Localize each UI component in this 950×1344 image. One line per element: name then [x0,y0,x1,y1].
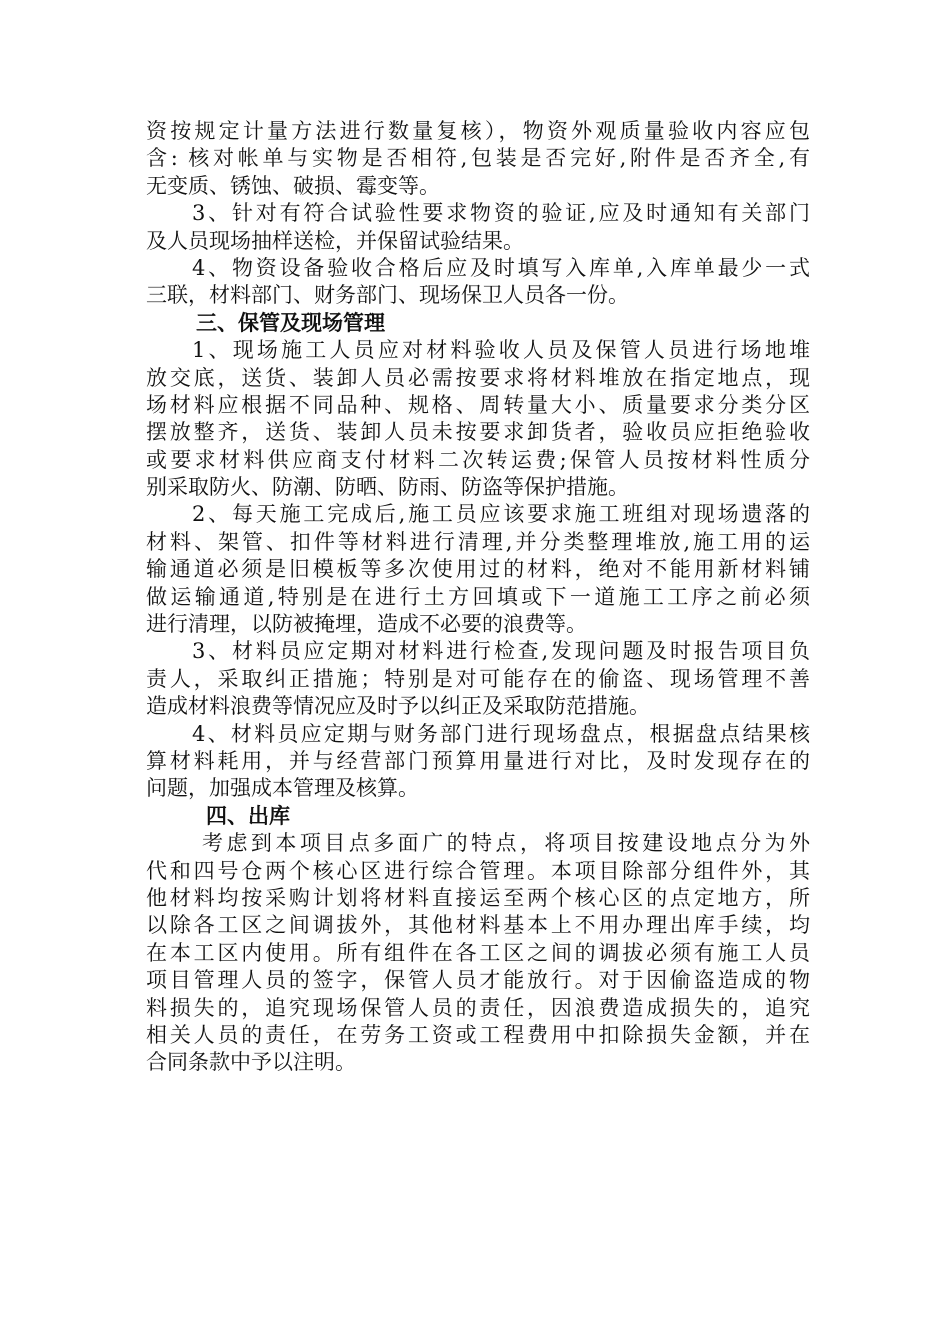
text-line: 责人，采取纠正措施；特别是对可能存在的偷盗、现场管理不善 [146,666,810,691]
text-line: 他材料均按采购计划将材料直接运至两个核心区的点定地方，所 [146,885,810,910]
text-line: 资按规定计量方法进行数量复核），物资外观质量验收内容应包 [146,119,810,143]
text-line: 造成材料浪费等情况应及时予以纠正及采取防范措施。 [146,694,650,719]
text-line: 场材料应根据不同品种、规格、周转量大小、质量要求分类分区 [146,392,810,417]
text-line: 输通道必须是旧模板等多次使用过的材料，绝对不能用新材料铺 [146,557,810,582]
text-line: 进行清理，以防被掩埋，造成不必要的浪费等。 [146,612,587,637]
paragraph-intro [146,118,810,200]
section-heading-4: 四、出库 [206,803,290,828]
text-line: 在本工区内使用。所有组件在各工区之间的调拔必须有施工人员 [146,940,810,965]
text-line: 及人员现场抽样送检，并保留试验结果。 [146,228,524,253]
text-line: 4、物资设备验收合格后应及时填写入库单,入库单最少一式 [192,255,810,280]
text-line: 算材料耗用，并与经营部门预算用量进行对比，及时发现存在的 [146,748,810,773]
text-line: 以除各工区之间调拔外，其他材料基本上不用办理出库手续，均 [146,913,810,938]
text-line: 或要求材料供应商支付材料二次转运费;保管人员按材料性质分 [146,447,810,472]
paragraph-2-3 [146,200,810,255]
text-line: 材料、架管、扣件等材料进行清理,并分类整理堆放,施工用的运 [146,529,810,554]
document-page [146,118,810,1077]
text-line: 问题，加强成本管理及核算。 [146,776,419,801]
text-line: 合同条款中予以注明。 [146,1050,356,1075]
text-line: 摆放整齐，送货、装卸人员未按要求卸货者，验收员应拒绝验收 [146,420,810,445]
text-line: 考虑到本项目点多面广的特点，将项目按建设地点分为外 [202,831,810,856]
text-line: 3、材料员应定期对材料进行检查,发现问题及时报告项目负 [192,639,810,664]
text-line: 料损失的，追究现场保管人员的责任，因浪费造成损失的，追究 [146,995,810,1020]
paragraph-2-4 [146,255,810,310]
text-line: 放交底，送货、装卸人员必需按要求将材料堆放在指定地点，现 [146,365,810,390]
section-heading-3: 三、保管及现场管理 [196,310,385,335]
paragraph-3-4 [146,721,810,803]
text-line: 2、每天施工完成后,施工员应该要求施工班组对现场遗落的 [192,502,810,527]
text-line: 三联，材料部门、财务部门、现场保卫人员各一份。 [146,283,629,308]
text-line: 无变质、锈蚀、破损、霉变等。 [146,173,440,198]
paragraph-3-2 [146,501,810,638]
paragraph-4 [146,830,810,1077]
text-line: 含: 核对帐单与实物是否相符,包装是否完好,附件是否齐全,有 [146,146,810,171]
text-line: 代和四号仓两个核心区进行综合管理。本项目除部分组件外，其 [146,858,810,883]
text-line: 别采取防火、防潮、防晒、防雨、防盗等保护措施。 [146,475,629,500]
paragraph-3-1 [146,337,810,501]
paragraph-3-3 [146,638,810,720]
text-line: 1、现场施工人员应对材料验收人员及保管人员进行场地堆 [192,338,810,363]
text-line: 3、针对有符合试验性要求物资的验证,应及时通知有关部门 [192,201,810,226]
text-line: 4、材料员应定期与财务部门进行现场盘点，根据盘点结果核 [192,721,810,746]
text-line: 项目管理人员的签字，保管人员才能放行。对于因偷盗造成的物 [146,968,810,993]
text-line: 做运输通道,特别是在进行土方回填或下一道施工工序之前必须 [146,584,810,609]
text-line: 相关人员的责任，在劳务工资或工程费用中扣除损失金额，并在 [146,1022,810,1047]
